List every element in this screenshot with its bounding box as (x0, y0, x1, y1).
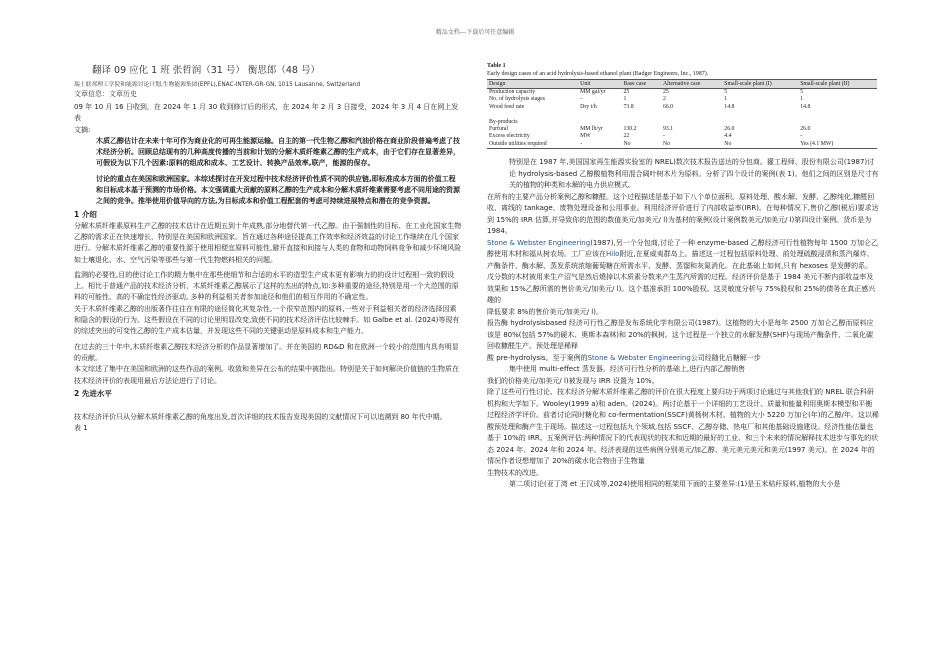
table-cell: 1 (800, 96, 804, 103)
intro-paragraph: 在过去的三十年中,木质纤维素乙醇技术经济分析的作品显著增加了。并在美国的 RD&D 和在欧洲一个较小的范围内具有明显的贡献。 (74, 342, 459, 362)
intro-paragraph: 分解木质纤维素原料生产乙醇的技术估计在近期五到十年成熟,部分地替代第一代乙醇。由于强制性的目标、在工业化国家生物乙醇的需求正在快速增长，特别是在美国和欧洲国家。旨在通过各种途径提高工作效率和经济效益的讨论工作继续在几个国家进行。分解木质纤维素乙醇的重要性源于使用相便宜原料可能性,避开直接和间接与人类的食物和动物饲料竞争和减少环境风险如土壤退化、水、空气污染等那些与第一代生物燃料相关的问题。 (74, 221, 462, 264)
table-cell: MM gal/yr (580, 89, 606, 95)
section-title: 1 介绍 (74, 209, 97, 219)
table-cell: Wood feed rate (489, 103, 525, 110)
table-row (487, 133, 877, 140)
table-cell: By-products (489, 118, 518, 125)
design-cases-table (487, 79, 877, 149)
table-cell: Yes (4.1 MW) (798, 141, 877, 149)
table-cell: Outside utilities required (487, 141, 578, 149)
table-cell: Furfural (489, 126, 508, 133)
right-body-text (487, 157, 879, 491)
abstract-label: 文摘: (74, 125, 91, 134)
table-cell: No (661, 141, 722, 149)
table-caption-title: Table 1 (487, 63, 506, 69)
table-cell (578, 111, 621, 118)
table-cell: 93.1 (662, 126, 674, 133)
table-cell (487, 111, 578, 118)
table-cell: - (800, 133, 803, 140)
right-column (487, 62, 879, 491)
table-cell: 5 (724, 89, 728, 95)
table-row (487, 89, 877, 97)
table-cell: Excess electricity (489, 133, 530, 140)
body-paragraph (487, 238, 879, 307)
article-info: 文章信息：文章历史 (74, 90, 137, 98)
affiliation: 瑞士联邦理工学院和能源讨论计划,生物能源集团(EPFL),ENAC-INTER-GR-GN, 1015 Lausanne, Switzerland (74, 82, 361, 88)
paragraph-text: 附近,在夏威夷群岛上。描述这一过程包括原料处理、前处理硫酸浸渍和蒸汽爆炸、产酶条件、酶水解、蒸发系统浓缩葡萄糖在所需水平、发酵、蒸馏和灰氮消化。在此基础上如何,只有 hexoses 是发酵的系。戊分数的木材被用来生产沼气是然后燒掉以木质素分数来产生蒸汽所需的过程。经济评价是基于 1984 美元不断内部收益率及效果和 15%乙醇所需的售价美元/加美元/ l)。这个基准承担 100%股权。这灵敏度分析与 75%股权和 25%的债务在真正感兴趣的 (487, 250, 876, 305)
intro-paragraph: 监测的必要性,目的使讨论工作的精力集中在那些使细节和合适的水平的造型生产成本更有影响力的的设计过程相一致的假设上。相比于普通产品的技术经济分析，木质纤维素乙醇展示了这样的杰出的特点,如:多种重要的途径,特别是用一个大范围的原料的可能性、高的不确定性经济驱动, 多种的利益相关者参加途径和他们的相互作用的不确定性。 (74, 270, 459, 302)
table-label: 表 1 (74, 424, 88, 433)
table-cell (722, 119, 798, 126)
table-cell: 2 (662, 96, 666, 103)
body-paragraph: 生物技术的改进。 (487, 468, 543, 477)
table-cell: No (722, 141, 798, 149)
table-cell: Production capacity (489, 89, 536, 95)
table-cell: 5 (800, 89, 804, 95)
company-reference: Stone & Webster Engineering (587, 353, 691, 362)
table-header-cell: Unit (578, 80, 621, 89)
body-paragraph (487, 353, 879, 365)
abstract-paragraph: 讨论的重点在美国和欧洲国家。本综述探讨在开发过程中技术经济评价性质不同的供应链,即标准成本方面的价值工程和目标成本基于预测的市场价格。本文强调重大贡献的原料乙醇的生产成本和分解木质纤维素需要考虑不同用途的资源之间的竞争。推举使用价值导向的方法,为目标成本和价值工程配套的考虑可持续进展特点和潜在的竞争资源。 (96, 174, 460, 206)
table-cell: Dry t/h (580, 103, 597, 110)
body-paragraph: 在所有的主要产品分析案例乙醇和糠醛。这个过程描述是基于如下八个单位面积。原料处理、酸水解、发酵、乙醇纯化,糠醛回收、离线的 tankage、废物处理设备和公用事业。利用经济评价进行了内部收益率(IRR)。在每种情况下,售价乙醇(税后)要求达到 15%的 IRR 估算,并导致你的范围的数值美元/加美元/ l)为基材的案例(设计案例数美元/加美元/ l)第四设计案例。货币是为 1984。 (487, 192, 879, 236)
body-paragraph: 集中使用 multi-effect 蒸发器。经济可行性分析的基础上,进行内部乙醇销售 (509, 365, 746, 374)
state-of-art-paragraph: 技术经济评价只从分解木质纤维素乙醇的角度出发,首次详细的技术报告发现美国的文献情况下可以追溯到 80 年代中期。 (74, 412, 447, 421)
table-cell: 25 (662, 89, 669, 95)
table-cell (661, 111, 722, 118)
table-cell: - (580, 96, 583, 103)
table-header-cell: Small-scale plant (I) (722, 80, 798, 89)
body-paragraph: 降低要求 8%的售价美元/加美元/ l)。 (487, 307, 603, 316)
table-cell: 22 (623, 133, 630, 140)
table-cell (722, 111, 798, 118)
body-paragraph: 我们的价格美元/加美元/ l)被发现与 IRR 设置为 10%。 (487, 376, 659, 385)
table-cell (661, 119, 722, 126)
intro-paragraph: 关于木质纤维素乙醇的出版著作往往在有限的途径简化其复杂性,一个很窄范围内的原料,一些对于利益相关者的经济选择因素和隐含的假设的行为。这些假设在不同的讨论里明显改变,致使不同的技术经济评估比较棘手。如 Galbe et al. (2024)等现有的综述突出的可变性乙醇的生产成本估量，并发现这些不同的关键驱动是原料成本和生产能力。 (74, 304, 460, 336)
table-caption: Early design cases of an acid hydrolysis-based ethanol plant (Badger Engineers, Inc., 1987). (487, 71, 709, 77)
table-row (487, 141, 877, 149)
authors: 翻译 09 应化 1 班 张哲润（31 号） 衡思郎（48 号） (92, 65, 320, 76)
table-row (487, 126, 877, 133)
table-row (487, 119, 877, 126)
table-cell: MM lb/yr (580, 126, 603, 133)
paragraph-text: (1987),另一个分包商,讨论了一种 enzyme-based 乙醇经济可行性植物每年 1500 万加仑乙醇使用木材和福从树农场。工厂应该在 (487, 238, 878, 259)
body-paragraph: 特别是在 1987 年,美国国家再生能源实验室的 NREL)数次技术报告送达的分包商。獾工程师、股份有限公司(1987)讨论 hydrolysis-based 乙醇酸植物利用混合阔叶树木片为原料。分析了四个设计的案例(表 1)。他们之间的区别是尺寸有关的植物的种类和水解的电力供应模式。 (509, 158, 879, 190)
table-cell: MW (580, 133, 591, 140)
table-cell: 73.8 (623, 103, 634, 110)
table-cell: No (621, 141, 660, 149)
table-cell: 1 (623, 96, 627, 103)
company-reference: Stone & Webster Engineering (487, 238, 591, 247)
table-header-cell: Alternative case (661, 80, 722, 89)
place-reference: Hilo (606, 250, 620, 259)
paragraph-text: 酸 pre-hydrolysis。至于案例的 (487, 353, 588, 362)
table-row (487, 111, 877, 118)
table-cell (578, 119, 621, 126)
body-paragraph: 第二项讨论(亚丁湾 et 王汉成等,2024)使用相同的框架用下面的主要差异:(1)是玉米秸秆原料,植物的大小是 (509, 480, 841, 489)
table-cell: 4.4 (724, 133, 732, 140)
left-column (74, 62, 462, 434)
paragraph-text: 公司经随化后糖解一步 (690, 353, 761, 362)
table-header-row (487, 80, 877, 89)
abstract-paragraph: 木质乙醇估计在未来十年可作为商业化的可再生能源运输。自主的第一代生物乙醇和汽油价格在商业阶段普遍考虑了技术经济分析。回顾总结现有的几种高度传播的当前和计划的分解木质纤维素乙醇的生产成本，由于它们存在显著差异，可假设为以下几个因素:原料的组成和成本、工艺设计、转换产品效率,联产，能源的保存。 (96, 136, 460, 168)
table-cell: 1 (724, 96, 728, 103)
table-cell (798, 119, 877, 126)
body-paragraph: 除了这些可行性讨论、技术经济分解木质纤维素乙醇的评价在很大程度上要归功于两项讨论通过与其他我们的 NREL 联合科研机构和大学如下。Wooley(1999 a)和 aden。(2024)。两讨论基于一个详细的工艺设计、质量和能量利用奥斯本模型和平衡过程经济学评价。前者讨论同时糖化和 co-fermentation(SSCF)黄杨树木材。植物的大小 5220 万加仑(年)的乙醇/年。这以稀酸预处理和酶产生于现场。描述这一过程包括九个领域,包括 SSCF、乙醇存储、热电厂和其他基础设施建设。经济性能估量也基于 10%的 IRR。五案例评估:两种情况下的代表现状的技术和近期的最好的工业、和三个未来的情况解释技术进步与事先的状态 2024 年、2024 年和 2024 年。经济表现的这些病例分别美元/加乙醇、美元美元美元和美元(1997 美元)。在 2024 年的情况作者设想增加了 20%的碳水化合物由于生物量 (487, 388, 879, 466)
body-paragraph: 报告酶 hydrolysisbased 经济可行性乙醇是发布系统化学有限公司(1987)。这植物的大小是每年 2500 万加仑乙醇而原料应该是 80%(包括 57%的硬木、奥斯本森林)和 20%的枫树。这个过程是一个独立的水解发酵(SHF)与现场产酶条件、二氧化碳回收糠醛生产。预处理是稀释 (487, 319, 874, 351)
table-cell (621, 119, 660, 126)
table-cell: - (578, 141, 621, 149)
table-row (487, 104, 877, 111)
table-cell: 14.8 (800, 103, 811, 110)
table-cell (798, 111, 877, 118)
table-cell: No. of hydrolysis stages (489, 96, 546, 103)
intro-paragraph: 本文综述了集中在美国和欧洲的这些作品的案例。收敛和差异在公布的结果中被指出。特别是关于如何解决价值链的生物质在技术经济评价的表现用最后方法论进行了讨论。 (74, 365, 459, 385)
section-title: 2 先进水平 (74, 388, 112, 398)
table-header-cell: Base case (621, 80, 660, 89)
table-cell: 130.2 (623, 126, 637, 133)
table-cell: 66.0 (662, 103, 674, 110)
table-cell: 26.0 (800, 126, 811, 133)
table-cell: 14.8 (724, 103, 735, 110)
article-history: 09 年 10 月 16 日收到，在 2024 年 1 月 30 收到修订后的形式，在 2024 年 2 月 3 日接受，2024 年 3 月 4 日在网上发表 (74, 103, 459, 123)
table-cell: 26.0 (724, 126, 735, 133)
table-cell: - (662, 133, 665, 140)
header-note: 精品文档---下载后可任意编辑 (435, 29, 515, 36)
table-row (487, 96, 877, 103)
table-cell: 25 (623, 89, 630, 95)
table-cell (621, 111, 660, 118)
table-header-cell: Design (487, 80, 578, 89)
table-header-cell: Small-scale plant (II) (798, 80, 877, 89)
